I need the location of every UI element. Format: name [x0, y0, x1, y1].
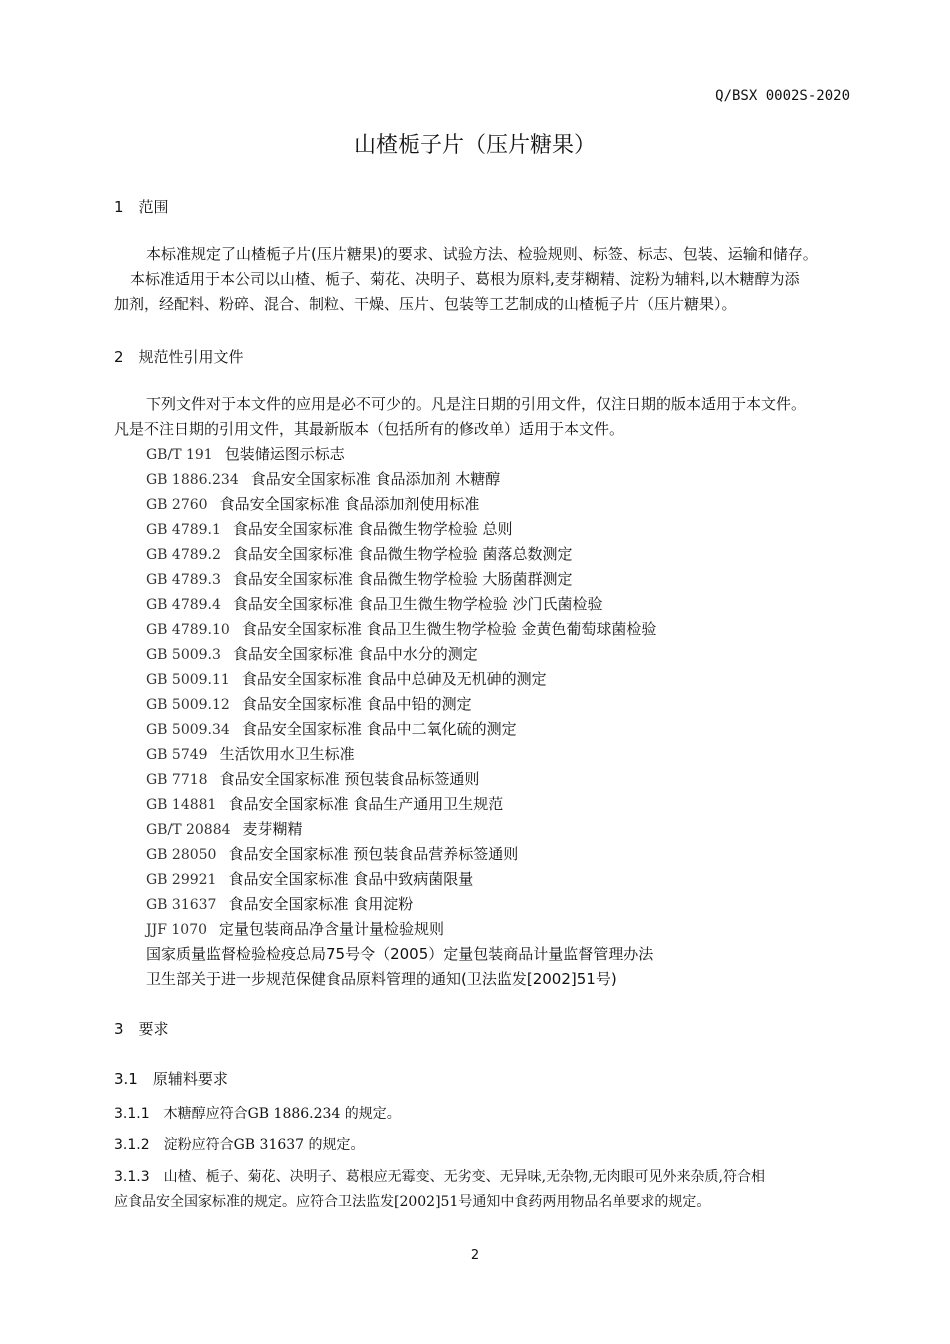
reference-code: GB 1886.234 — [146, 472, 239, 488]
reference-item — [146, 642, 478, 668]
reference-title: 食品安全国家标准 食品添加剂使用标准 — [219, 495, 480, 513]
reference-title: 食品安全国家标准 食品中总砷及无机砷的测定 — [241, 670, 547, 688]
reference-title: 食品安全国家标准 食品中铅的测定 — [241, 695, 472, 713]
section-3-heading: 3 要求 — [114, 1020, 169, 1038]
reference-title: 定量包装商品净含量计量检验规则 — [219, 920, 445, 938]
requirement-item — [114, 1165, 765, 1190]
requirement-text: 淀粉应符合GB 31637 的规定。 — [163, 1137, 365, 1153]
reference-title: 食品安全国家标准 食用淀粉 — [228, 895, 414, 913]
reference-code: GB 4789.1 — [146, 522, 221, 538]
reference-item — [146, 592, 602, 618]
reference-item — [146, 617, 656, 643]
requirement-number: 3.1.3 — [114, 1169, 150, 1185]
section-1-paragraph-2b: 加剂，经配料、粉碎、混合、制粒、干燥、压片、包装等工艺制成的山楂栀子片（压片糖果）。 — [114, 295, 737, 313]
reference-code: GB 5009.12 — [146, 697, 230, 713]
reference-item — [146, 867, 473, 893]
reference-item — [146, 517, 512, 543]
reference-item — [146, 667, 547, 693]
reference-item — [146, 792, 503, 818]
reference-title: 食品安全国家标准 预包装食品营养标签通则 — [228, 845, 519, 863]
requirement-number: 3.1.1 — [114, 1106, 150, 1122]
requirement-text: 山楂、栀子、菊花、决明子、葛根应无霉变、无劣变、无异味,无杂物,无肉眼可见外来杂质,符合相 — [163, 1169, 765, 1185]
reference-title: 食品安全国家标准 食品微生物学检验 大肠菌群测定 — [232, 570, 573, 588]
requirement-number: 3.1.2 — [114, 1137, 150, 1153]
reference-code: GB 14881 — [146, 797, 217, 813]
reference-code: GB 4789.3 — [146, 572, 221, 588]
reference-item — [146, 717, 517, 743]
reference-title: 食品安全国家标准 食品卫生微生物学检验 金黄色葡萄球菌检验 — [241, 620, 657, 638]
reference-item — [146, 817, 303, 843]
reference-title: 包装储运图示标志 — [224, 445, 345, 463]
standard-code: Q/BSX 0002S-2020 — [715, 88, 850, 104]
reference-item — [146, 892, 413, 918]
reference-code: GB 7718 — [146, 772, 208, 788]
reference-item — [146, 842, 518, 868]
requirement-item — [114, 1133, 365, 1158]
reference-item — [146, 542, 572, 568]
reference-title: 食品安全国家标准 食品生产通用卫生规范 — [228, 795, 504, 813]
reference-title: 食品安全国家标准 食品中致病菌限量 — [228, 870, 474, 888]
reference-extra-2: 卫生部关于进一步规范保健食品原料管理的通知(卫法监发[2002]51号) — [146, 970, 617, 988]
reference-title: 生活饮用水卫生标准 — [219, 745, 355, 763]
section-3-1-heading: 3.1 原辅料要求 — [114, 1070, 228, 1088]
reference-code: GB 29921 — [146, 872, 217, 888]
reference-code: GB 4789.4 — [146, 597, 221, 613]
reference-item — [146, 917, 444, 943]
reference-code: GB 5749 — [146, 747, 208, 763]
reference-item — [146, 767, 479, 793]
reference-code: GB/T 191 — [146, 447, 213, 463]
reference-title: 食品安全国家标准 食品中水分的测定 — [232, 645, 478, 663]
reference-extra-1: 国家质量监督检验检疫总局75号令（2005）定量包装商品计量监督管理办法 — [146, 945, 654, 963]
reference-title: 食品安全国家标准 预包装食品标签通则 — [219, 770, 480, 788]
requirement-item — [114, 1102, 401, 1127]
reference-title: 食品安全国家标准 食品卫生微生物学检验 沙门氏菌检验 — [232, 595, 603, 613]
reference-code: GB 5009.11 — [146, 672, 230, 688]
reference-item — [146, 442, 345, 468]
reference-item — [146, 567, 572, 593]
reference-code: GB 4789.10 — [146, 622, 230, 638]
reference-code: GB 28050 — [146, 847, 217, 863]
reference-item — [146, 467, 500, 493]
reference-code: GB 4789.2 — [146, 547, 221, 563]
reference-title: 食品安全国家标准 食品中二氧化硫的测定 — [241, 720, 517, 738]
reference-title: 食品安全国家标准 食品微生物学检验 菌落总数测定 — [232, 545, 573, 563]
reference-code: GB 5009.3 — [146, 647, 221, 663]
reference-code: GB 2760 — [146, 497, 208, 513]
section-1-paragraph-2a: 本标准适用于本公司以山楂、栀子、菊花、决明子、葛根为原料,麦芽糊精、淀粉为辅料,以木糖醇为添 — [130, 270, 800, 288]
page-number: 2 — [470, 1248, 480, 1263]
reference-code: GB/T 20884 — [146, 822, 231, 838]
section-2-paragraph-1a: 下列文件对于本文件的应用是必不可少的。凡是注日期的引用文件，仅注日期的版本适用于本文件。 — [146, 395, 807, 413]
section-1-paragraph-1: 本标准规定了山楂栀子片(压片糖果)的要求、试验方法、检验规则、标签、标志、包装、运输和储存。 — [146, 245, 818, 263]
section-2-heading: 2 规范性引用文件 — [114, 348, 244, 366]
reference-code: GB 31637 — [146, 897, 217, 913]
requirement-text: 木糖醇应符合GB 1886.234 的规定。 — [163, 1106, 401, 1122]
reference-code: JJF 1070 — [146, 922, 208, 938]
section-1-heading: 1 范围 — [114, 198, 169, 216]
reference-item — [146, 492, 479, 518]
reference-code: GB 5009.34 — [146, 722, 230, 738]
document-title: 山楂栀子片（压片糖果） — [353, 133, 596, 158]
requirement-item-continuation: 应食品安全国家标准的规定。应符合卫法监发[2002]51号通知中食药两用物品名单要求的规定。 — [114, 1194, 711, 1210]
section-2-paragraph-1b: 凡是不注日期的引用文件，其最新版本（包括所有的修改单）适用于本文件。 — [114, 420, 625, 438]
reference-item — [146, 742, 355, 768]
reference-title: 食品安全国家标准 食品添加剂 木糖醇 — [250, 470, 501, 488]
reference-title: 食品安全国家标准 食品微生物学检验 总则 — [232, 520, 513, 538]
reference-title: 麦芽糊精 — [242, 820, 303, 838]
reference-item — [146, 692, 472, 718]
